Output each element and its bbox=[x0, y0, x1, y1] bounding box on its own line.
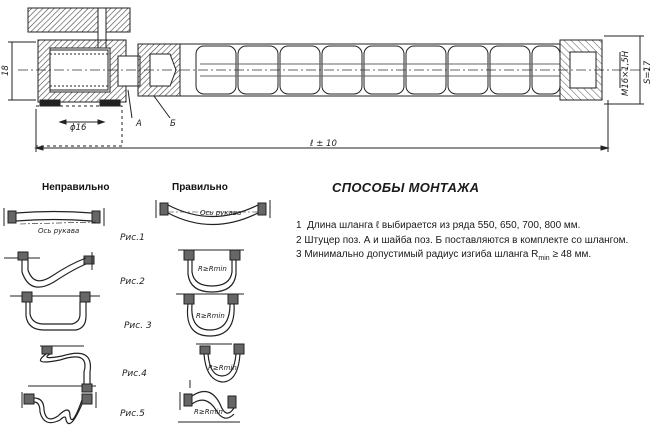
dim-height: 18 bbox=[1, 65, 11, 76]
note-3-text-end: ≥ 48 мм. bbox=[549, 249, 592, 260]
radius-label-fig4: R≥Rmin bbox=[208, 364, 237, 372]
right-column-header: Правильно bbox=[172, 182, 228, 193]
radius-label-fig5: R≥Rmin bbox=[194, 408, 223, 416]
note-3-number: 3 bbox=[296, 249, 302, 260]
pos-a-label: А bbox=[136, 119, 142, 129]
section-title: СПОСОБЫ МОНТАЖА bbox=[332, 180, 480, 195]
note-1 bbox=[296, 219, 661, 234]
dim-wrench: S=17 bbox=[643, 60, 653, 84]
fig-2-label: Рис.2 bbox=[120, 277, 145, 287]
installation-notes bbox=[296, 219, 661, 267]
note-2 bbox=[296, 234, 661, 249]
radius-label-fig3: R≥Rmin bbox=[196, 312, 225, 320]
fig-1-label: Рис.1 bbox=[120, 233, 145, 243]
note-3 bbox=[296, 248, 661, 267]
fig-5-label: Рис.5 bbox=[120, 409, 145, 419]
hose-assembly-drawing bbox=[8, 8, 650, 152]
fig-4-label: Рис.4 bbox=[122, 369, 147, 379]
note-3-subscript: min bbox=[538, 255, 550, 262]
dim-length: ℓ ± 10 bbox=[310, 139, 337, 149]
right-examples bbox=[156, 200, 270, 422]
wall-block-right bbox=[106, 8, 130, 32]
note-2-number: 2 bbox=[296, 234, 302, 246]
dim-thread: М16×1,5Н bbox=[621, 50, 631, 96]
note-2-text: Штуцер поз. А и шайба поз. Б поставляются в комплекте со шлангом. bbox=[304, 234, 629, 246]
note-1-number: 1 bbox=[296, 220, 302, 231]
dim-bore: ϕ16 bbox=[70, 123, 87, 133]
note-1-text: Длина шланга ℓ выбирается из ряда 550, 650, 700, 800 мм. bbox=[307, 220, 581, 231]
radius-label-fig2: R≥Rmin bbox=[198, 265, 227, 273]
axis-label-right: Ось рукава bbox=[200, 209, 242, 217]
wrong-examples bbox=[4, 208, 104, 424]
pos-b-label: Б bbox=[170, 119, 176, 129]
axis-label-wrong: Ось рукава bbox=[38, 227, 80, 235]
wall-block-left bbox=[28, 8, 98, 32]
fig-3-label: Рис. 3 bbox=[124, 321, 152, 331]
wrong-column-header: Неправильно bbox=[42, 182, 110, 193]
note-3-text: Минимально допустимый радиус изгиба шланга R bbox=[304, 249, 539, 260]
